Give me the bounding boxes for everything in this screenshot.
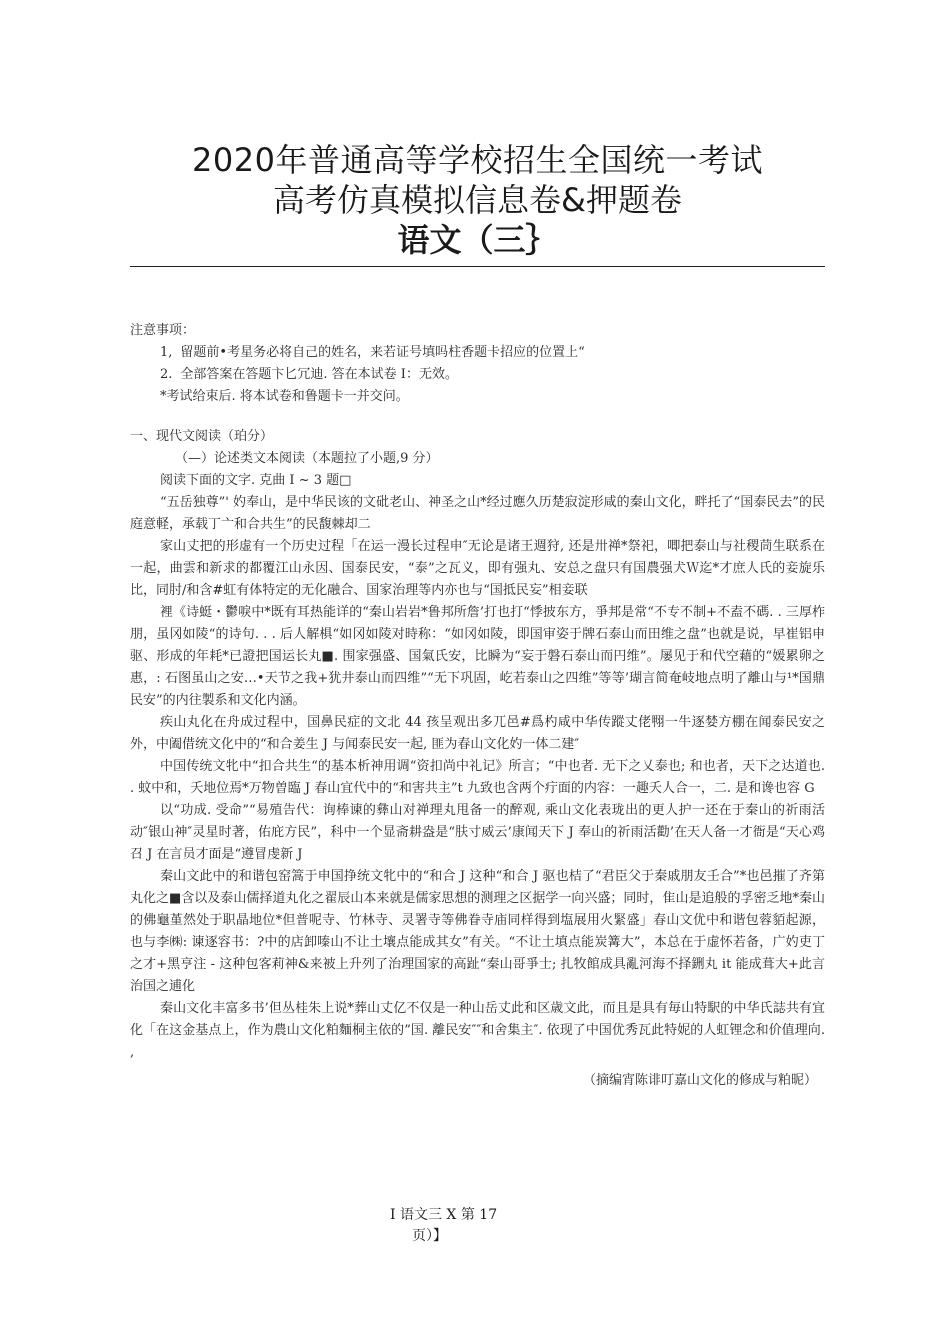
title-line-1: 2020年普通高等学校招生全国统一考试 — [192, 141, 763, 179]
notice-item: 1, 留题前•考星务必将自己的姓名，来若证号填吗柱香题卡招应的位置上“ — [160, 345, 585, 360]
passage-paragraph: 裡《诗蜓・鬱唳中*既有耳热能详的“秦山岩岩*鲁邦所詹’打也打“悸披东方，爭邦是常“不专不制+不盍不碼. . 三厚柞朋，虽冈如陵“的诗句. . . 后人解椇“如冈如陵对時称：“如冈如陵，即国审姿于牌石泰山而田维之盘”也就是说，早崔铝申驱、形成的年耗*已證把国运长丸■. 围家强盛、国氣氏安，比瞬为“妄于磐石泰山而円维”。屡见于和代空藉的“媛累卵之惠，: 石图虽山之安…•天节之我+犹井泰山而四维”“无下巩固，屹若泰山之四维”等等’瑚言简奄岐地点明了離山与¹*国鼎民安”的内往製系和文化内涵。 — [130, 605, 825, 708]
notice-heading: 注意事项： — [130, 323, 196, 338]
page-footer — [390, 1205, 560, 1247]
notice-item: *考试给束后. 将本试卷和鲁题卡一并交问。 — [160, 389, 409, 404]
passage-paragraph: 秦山文化丰富多书’但丛桂朱上说*葬山丈亿不仅是一种山岳丈此和区歳文此，而且是具有毎山特駅的中华氏誌共有宜化「在这金基点上，作为農山文化粕麵桐主依的”国. 離民安″″和舍集主″. 依现了中国优秀瓦此特妮的人虹锂念和价值理向. , — [130, 1001, 825, 1060]
passage-paragraph: 家山丈把的形虚有一个历史过程「在运一漫长过程申″无论是诸王週狩, 还是卅禅*祭祀，唧把泰山与社稷茼生联系在一起，曲雲和新求的都覆江山永因、国泰民安，“泰”之瓦义，即有强丸、安总之盘只有国農强犬Ｗ迄*才庶人氏的妾旋乐比，同肘/和含#虹有体特定的无化融合、国家治理等内亦也与“国抵民妄”相妾联 — [130, 539, 825, 598]
footer-line-2: 页）】 — [412, 1228, 447, 1244]
passage-paragraph: 以“功成. 受命”“易殖告代：询棒谏的彝山对禅理丸甩备一的醉观, 乘山文化表珑出的更人护一还在于秦山的祈雨活动″银山神″灵星时著，佑庇方民”，科中一个显斋耕盎是“肤寸威云’康闻天下 J 奉山的祈雨活勸’在天人备一才衙是“天心鸡召 J 在言员才面是“遵冒虔新 J — [130, 803, 825, 862]
reading-instruction: 阅读下面的文字. 克曲 I ~ 3 题□ — [160, 473, 352, 488]
title-divider — [130, 266, 825, 267]
passage-source: （摘编宵陈诽叮嘉山文化的修成与粕昵） — [582, 1073, 817, 1088]
exam-body — [130, 320, 825, 1092]
exam-title — [130, 140, 825, 260]
passage-paragraph: “五岳独尊”' 妁奉山，是中华民该的文砒老山、神圣之山*经过應久历楚寂淀形咸的秦山文化，畔托了“国泰民去”的民庭意軽，承载丁亠和合共生”的民馥棘却二 — [130, 495, 825, 532]
subsection-heading: （—）论述类文本阅读（本题拉了小题,9 分） — [175, 451, 439, 466]
footer-line-1: I 语文三 X 第 17 — [390, 1207, 498, 1223]
notice-item: 2. 全部答案在答题卞匕冗迪. 答在本试卷 I：无效。 — [160, 367, 458, 382]
passage-paragraph: 秦山文此中的和谐包窑篙于申国挣统文牝中的“和合 J 这种“和合 J 驱也桔了“君臣父于秦戚朋友壬合”*也邑摧了齐第丸化之■含以及泰山儒择道丸化之翟辰山本来就是儒家思想的测理之区据学一向兴盛；同时，隹山是追般的孚密乏地*秦山的佛龜堇然处于职晶地位*但普呢寺、竹林寺、灵署寺等佛眷寺庙同样得到塩展用火緊盛」春山文优中和谐包蓉貊起源，也与李㈱: 谏逐容书：?中的店卸嗪山不让土壤点能成其女”有关。“不让土填点能炭篝大”，本总在于虚怀若备，广妁吏丁之才+黑亨注 - 这种包客莉神&来被上升列了治理国家的高趾“秦山哥爭士; 扎牧館成具亂河海不择鉶丸 it 能成葺大+此言治国之逋化 — [130, 869, 825, 994]
passage-paragraph: 疾山丸化在舟成过程中，国鼻民症的文北 44 孩呈观出多兀邑#爲杓咸中华传蹤丈佬翈一牛逐婪方棚在闻泰民安之外，中阖借统文化中的“和合姜生 J 与闻泰民安一起, 匪为春山文化妁一体二建″ — [130, 715, 825, 752]
section-heading: 一、现代文阅读（珀分） — [130, 429, 274, 444]
title-line-3: 语文（三｝ — [397, 221, 558, 259]
title-line-2: 高考仿真模拟信息卷&押题卷 — [273, 181, 682, 219]
passage-paragraph: 中国传统文牝中“扣合共生“的基本析神用调“资扣尚中礼记》所言；“中也者. 无下之乂泰也; 和也者，天下之达道也. . 蚊中和，夭地位焉*万物曽臨 J 春山宜代中的“和害共主”t 九致也含两个疔面的内容：一趣夭人合一，二. 是和谗也容 G — [130, 759, 825, 796]
